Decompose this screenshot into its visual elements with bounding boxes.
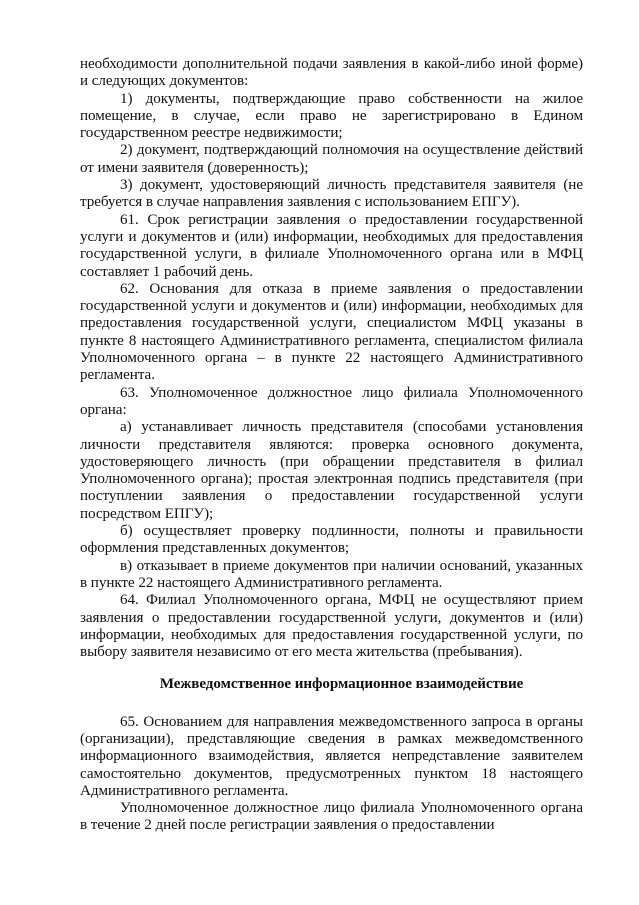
paragraph: Уполномоченное должностное лицо филиала Уполномоченного органа в течение 2 дней после регистрации заявления о предоставлении <box>80 800 583 834</box>
document-body <box>80 56 583 835</box>
paragraph: а) устанавливает личность представителя (способами установления личности представителя являются: проверка основного документа, удостоверяющего личность (при обращении представителя в филиал Уполномоченного органа); простая электронная подпись представителя (при поступлении заявления о предоставлении государственной услуги посредством ЕПГУ); <box>80 419 583 522</box>
paragraph: 64. Филиал Уполномоченного органа, МФЦ не осуществляют прием заявления о предоставлении государственной услуги, документов и (или) информации, необходимых для предоставления государственной услуги, по выбору заявителя независимо от его места жительства (пребывания). <box>80 592 583 661</box>
paragraph: 2) документ, подтверждающий полномочия на осуществление действий от имени заявителя (доверенность); <box>80 142 583 176</box>
section-heading: Межведомственное информационное взаимодействие <box>159 676 524 693</box>
paragraph: необходимости дополнительной подачи заявления в какой-либо иной форме) и следующих документов: <box>80 56 583 90</box>
paragraph: в) отказывает в приеме документов при наличии оснований, указанных в пункте 22 настоящего Административного регламента. <box>80 557 583 591</box>
paragraph: 63. Уполномоченное должностное лицо филиала Уполномоченного органа: <box>80 384 583 418</box>
paragraph: б) осуществляет проверку подлинности, полноты и правильности оформления представленных документов; <box>80 523 583 557</box>
paragraph: 61. Срок регистрации заявления о предоставлении государственной услуги и документов и (или) информации, необходимых для предоставления государственной услуги, в филиале Уполномоченного органа или в МФЦ составляет 1 рабочий день. <box>80 211 583 280</box>
paragraph: 62. Основания для отказа в приеме заявления о предоставлении государственной услуги и документов и (или) информации, необходимых для предоставления государственной услуги, специалистом МФЦ указаны в пункте 8 настоящего Административного регламента, специалистом филиала Уполномоченного органа – в пункте 22 настоящего Административного регламента. <box>80 280 583 384</box>
paragraph: 65. Основанием для направления межведомственного запроса в органы (организации), представляющие сведения в рамках межведомственного информационного взаимодействия, является непредставление заявителем самостоятельно документов, предусмотренных пунктом 18 настоящего Административного регламента. <box>80 713 583 799</box>
paragraph: 1) документы, подтверждающие право собственности на жилое помещение, в случае, если право не зарегистрировано в Едином государственном реестре недвижимости; <box>80 90 583 142</box>
paragraph: 3) документ, удостоверяющий личность представителя заявителя (не требуется в случае направления заявления с использованием ЕПГУ). <box>80 177 583 211</box>
